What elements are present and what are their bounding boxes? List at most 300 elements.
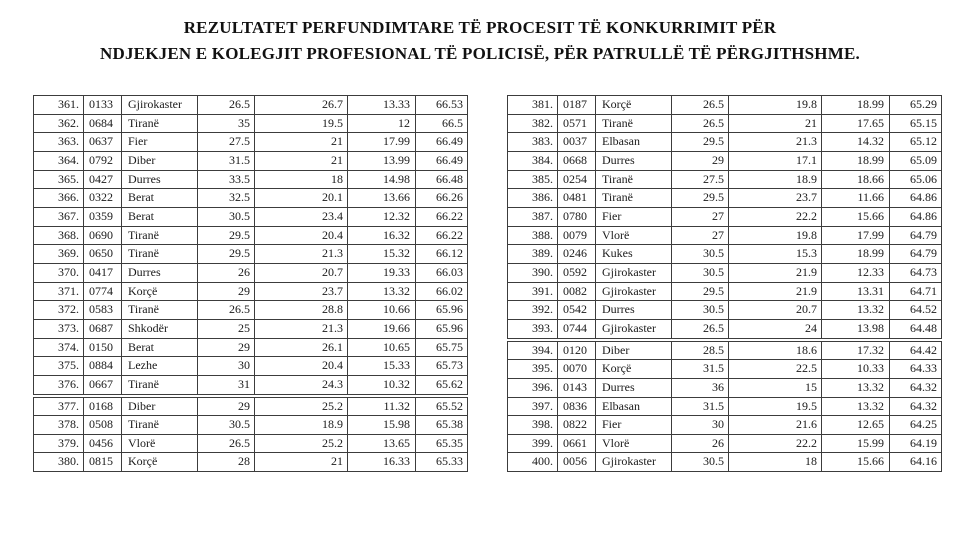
table-row xyxy=(34,375,468,394)
cell-code: 0417 xyxy=(84,263,122,282)
cell-city: Elbasan xyxy=(596,397,672,416)
cell-city: Shkodër xyxy=(122,319,198,338)
cell-score1: 29.5 xyxy=(198,245,255,264)
cell-score3: 17.99 xyxy=(348,133,416,152)
cell-total: 66.02 xyxy=(416,282,468,301)
cell-score3: 13.32 xyxy=(822,301,890,320)
cell-rank: 384. xyxy=(508,151,558,170)
cell-score3: 15.32 xyxy=(348,245,416,264)
cell-code: 0187 xyxy=(558,96,596,115)
table-row xyxy=(34,151,468,170)
cell-city: Berat xyxy=(122,189,198,208)
cell-score3: 17.65 xyxy=(822,114,890,133)
cell-score2: 21.3 xyxy=(255,245,348,264)
cell-score1: 36 xyxy=(672,378,729,397)
table-row xyxy=(508,133,942,152)
cell-rank: 363. xyxy=(34,133,84,152)
table-row xyxy=(34,453,468,472)
table-row xyxy=(508,341,942,360)
cell-total: 65.73 xyxy=(416,357,468,376)
cell-code: 0542 xyxy=(558,301,596,320)
cell-score3: 18.99 xyxy=(822,151,890,170)
cell-code: 0661 xyxy=(558,434,596,453)
cell-city: Tiranë xyxy=(596,189,672,208)
cell-code: 0427 xyxy=(84,170,122,189)
cell-score1: 30 xyxy=(198,357,255,376)
cell-rank: 365. xyxy=(34,170,84,189)
cell-code: 0815 xyxy=(84,453,122,472)
cell-city: Tiranë xyxy=(122,226,198,245)
cell-city: Durres xyxy=(122,170,198,189)
results-table-section xyxy=(33,95,468,395)
cell-score2: 17.1 xyxy=(729,151,822,170)
cell-rank: 388. xyxy=(508,226,558,245)
cell-city: Tiranë xyxy=(596,114,672,133)
table-row xyxy=(34,397,468,416)
cell-score1: 33.5 xyxy=(198,170,255,189)
cell-total: 64.19 xyxy=(890,434,942,453)
cell-total: 64.79 xyxy=(890,226,942,245)
table-row xyxy=(34,282,468,301)
cell-score3: 10.33 xyxy=(822,360,890,379)
cell-code: 0037 xyxy=(558,133,596,152)
cell-city: Korçë xyxy=(122,282,198,301)
cell-total: 64.33 xyxy=(890,360,942,379)
cell-score2: 20.7 xyxy=(255,263,348,282)
cell-score1: 31.5 xyxy=(672,397,729,416)
cell-score2: 19.5 xyxy=(255,114,348,133)
results-table-section xyxy=(507,95,942,339)
cell-score1: 30.5 xyxy=(672,301,729,320)
cell-score2: 21.3 xyxy=(255,319,348,338)
table-row xyxy=(508,319,942,338)
results-table-left xyxy=(33,95,467,472)
cell-city: Diber xyxy=(122,397,198,416)
cell-city: Vlorë xyxy=(596,226,672,245)
table-row xyxy=(34,338,468,357)
cell-city: Gjirokaster xyxy=(122,96,198,115)
cell-city: Korçë xyxy=(596,96,672,115)
table-row xyxy=(508,378,942,397)
cell-rank: 372. xyxy=(34,301,84,320)
cell-code: 0082 xyxy=(558,282,596,301)
cell-score2: 23.7 xyxy=(255,282,348,301)
cell-code: 0322 xyxy=(84,189,122,208)
cell-score1: 30.5 xyxy=(672,263,729,282)
cell-score2: 21.6 xyxy=(729,416,822,435)
table-row xyxy=(508,189,942,208)
cell-total: 65.33 xyxy=(416,453,468,472)
table-row xyxy=(34,114,468,133)
cell-city: Vlorë xyxy=(596,434,672,453)
cell-rank: 394. xyxy=(508,341,558,360)
cell-score1: 29 xyxy=(198,338,255,357)
table-row xyxy=(34,434,468,453)
cell-rank: 379. xyxy=(34,434,84,453)
cell-city: Lezhe xyxy=(122,357,198,376)
cell-score1: 27.5 xyxy=(672,170,729,189)
cell-score2: 24 xyxy=(729,319,822,338)
cell-total: 65.06 xyxy=(890,170,942,189)
table-row xyxy=(34,207,468,226)
cell-code: 0687 xyxy=(84,319,122,338)
cell-score3: 19.33 xyxy=(348,263,416,282)
cell-score1: 26.5 xyxy=(672,96,729,115)
cell-score1: 29 xyxy=(198,282,255,301)
cell-rank: 368. xyxy=(34,226,84,245)
cell-code: 0583 xyxy=(84,301,122,320)
cell-city: Durres xyxy=(596,378,672,397)
table-row xyxy=(34,319,468,338)
cell-score3: 19.66 xyxy=(348,319,416,338)
cell-total: 65.38 xyxy=(416,416,468,435)
cell-rank: 382. xyxy=(508,114,558,133)
cell-score2: 26.1 xyxy=(255,338,348,357)
cell-score1: 30.5 xyxy=(198,416,255,435)
cell-score3: 16.33 xyxy=(348,453,416,472)
cell-city: Kukes xyxy=(596,245,672,264)
cell-total: 65.75 xyxy=(416,338,468,357)
cell-city: Gjirokaster xyxy=(596,282,672,301)
cell-score2: 15.3 xyxy=(729,245,822,264)
cell-rank: 373. xyxy=(34,319,84,338)
results-table-right xyxy=(507,95,935,472)
cell-rank: 391. xyxy=(508,282,558,301)
cell-total: 64.16 xyxy=(890,453,942,472)
cell-code: 0150 xyxy=(84,338,122,357)
table-row xyxy=(508,301,942,320)
cell-score1: 30.5 xyxy=(672,453,729,472)
cell-score3: 15.66 xyxy=(822,453,890,472)
cell-code: 0056 xyxy=(558,453,596,472)
cell-code: 0780 xyxy=(558,207,596,226)
table-row xyxy=(508,245,942,264)
results-table-section xyxy=(507,341,942,473)
cell-code: 0774 xyxy=(84,282,122,301)
table-row xyxy=(508,207,942,226)
cell-score3: 18.99 xyxy=(822,245,890,264)
table-row xyxy=(508,360,942,379)
cell-code: 0650 xyxy=(84,245,122,264)
cell-score3: 14.32 xyxy=(822,133,890,152)
cell-rank: 364. xyxy=(34,151,84,170)
cell-rank: 386. xyxy=(508,189,558,208)
cell-rank: 377. xyxy=(34,397,84,416)
cell-score1: 26.5 xyxy=(198,96,255,115)
cell-score2: 28.8 xyxy=(255,301,348,320)
cell-score1: 26.5 xyxy=(198,434,255,453)
cell-city: Durres xyxy=(122,263,198,282)
cell-total: 64.42 xyxy=(890,341,942,360)
cell-score3: 13.99 xyxy=(348,151,416,170)
table-row xyxy=(34,189,468,208)
cell-score3: 10.32 xyxy=(348,375,416,394)
cell-city: Korçë xyxy=(122,453,198,472)
cell-total: 66.48 xyxy=(416,170,468,189)
cell-score2: 18 xyxy=(729,453,822,472)
cell-city: Tiranë xyxy=(122,245,198,264)
cell-code: 0637 xyxy=(84,133,122,152)
cell-rank: 395. xyxy=(508,360,558,379)
cell-code: 0836 xyxy=(558,397,596,416)
cell-score1: 29.5 xyxy=(672,133,729,152)
title-line-1: REZULTATET PERFUNDIMTARE TË PROCESIT TË KONKURRIMIT PËR xyxy=(183,18,777,37)
cell-score3: 17.32 xyxy=(822,341,890,360)
cell-total: 66.49 xyxy=(416,151,468,170)
cell-score3: 18.99 xyxy=(822,96,890,115)
cell-code: 0592 xyxy=(558,263,596,282)
cell-rank: 367. xyxy=(34,207,84,226)
cell-code: 0359 xyxy=(84,207,122,226)
cell-rank: 366. xyxy=(34,189,84,208)
cell-score3: 13.33 xyxy=(348,96,416,115)
cell-score2: 23.4 xyxy=(255,207,348,226)
cell-total: 65.15 xyxy=(890,114,942,133)
cell-total: 65.29 xyxy=(890,96,942,115)
cell-code: 0571 xyxy=(558,114,596,133)
cell-code: 0481 xyxy=(558,189,596,208)
cell-code: 0133 xyxy=(84,96,122,115)
cell-score1: 27 xyxy=(672,207,729,226)
cell-score3: 10.66 xyxy=(348,301,416,320)
cell-score3: 15.33 xyxy=(348,357,416,376)
table-row xyxy=(508,434,942,453)
cell-rank: 375. xyxy=(34,357,84,376)
cell-score2: 19.8 xyxy=(729,96,822,115)
cell-code: 0143 xyxy=(558,378,596,397)
cell-rank: 392. xyxy=(508,301,558,320)
cell-rank: 371. xyxy=(34,282,84,301)
cell-total: 66.26 xyxy=(416,189,468,208)
cell-total: 64.71 xyxy=(890,282,942,301)
cell-score2: 20.4 xyxy=(255,357,348,376)
cell-score2: 20.1 xyxy=(255,189,348,208)
cell-city: Fier xyxy=(596,207,672,226)
cell-score2: 18.9 xyxy=(255,416,348,435)
cell-code: 0254 xyxy=(558,170,596,189)
cell-rank: 378. xyxy=(34,416,84,435)
cell-rank: 369. xyxy=(34,245,84,264)
cell-score1: 29 xyxy=(198,397,255,416)
cell-total: 64.32 xyxy=(890,397,942,416)
cell-code: 0822 xyxy=(558,416,596,435)
cell-city: Elbasan xyxy=(596,133,672,152)
cell-score3: 12 xyxy=(348,114,416,133)
title-line-2: NDJEKJEN E KOLEGJIT PROFESIONAL TË POLICISË, PËR PATRULLË TË PËRGJITHSHME. xyxy=(100,44,860,63)
cell-code: 0690 xyxy=(84,226,122,245)
cell-score3: 13.32 xyxy=(822,378,890,397)
cell-score3: 13.32 xyxy=(822,397,890,416)
cell-rank: 399. xyxy=(508,434,558,453)
cell-city: Vlorë xyxy=(122,434,198,453)
cell-score2: 21 xyxy=(729,114,822,133)
cell-total: 64.86 xyxy=(890,189,942,208)
cell-score2: 26.7 xyxy=(255,96,348,115)
cell-city: Fier xyxy=(596,416,672,435)
cell-score3: 11.32 xyxy=(348,397,416,416)
cell-score3: 13.98 xyxy=(822,319,890,338)
cell-total: 66.03 xyxy=(416,263,468,282)
cell-score1: 25 xyxy=(198,319,255,338)
cell-rank: 380. xyxy=(34,453,84,472)
table-row xyxy=(508,453,942,472)
cell-city: Durres xyxy=(596,301,672,320)
cell-score2: 19.5 xyxy=(729,397,822,416)
cell-score2: 18.9 xyxy=(729,170,822,189)
cell-score2: 22.5 xyxy=(729,360,822,379)
cell-score3: 13.66 xyxy=(348,189,416,208)
cell-total: 66.49 xyxy=(416,133,468,152)
table-row xyxy=(34,263,468,282)
cell-score1: 30 xyxy=(672,416,729,435)
cell-score3: 14.98 xyxy=(348,170,416,189)
table-row xyxy=(508,416,942,435)
cell-total: 64.32 xyxy=(890,378,942,397)
cell-score3: 15.99 xyxy=(822,434,890,453)
cell-score3: 11.66 xyxy=(822,189,890,208)
cell-rank: 389. xyxy=(508,245,558,264)
table-row xyxy=(508,151,942,170)
cell-city: Diber xyxy=(596,341,672,360)
cell-code: 0508 xyxy=(84,416,122,435)
cell-code: 0079 xyxy=(558,226,596,245)
cell-total: 65.62 xyxy=(416,375,468,394)
cell-score3: 13.32 xyxy=(348,282,416,301)
table-row xyxy=(508,114,942,133)
cell-score2: 15 xyxy=(729,378,822,397)
cell-total: 65.35 xyxy=(416,434,468,453)
cell-score2: 20.4 xyxy=(255,226,348,245)
cell-score3: 15.98 xyxy=(348,416,416,435)
cell-rank: 370. xyxy=(34,263,84,282)
cell-score1: 26 xyxy=(672,434,729,453)
cell-score1: 29 xyxy=(672,151,729,170)
cell-score3: 15.66 xyxy=(822,207,890,226)
cell-city: Gjirokaster xyxy=(596,319,672,338)
cell-city: Tiranë xyxy=(122,375,198,394)
cell-score1: 31 xyxy=(198,375,255,394)
table-row xyxy=(34,133,468,152)
cell-total: 66.5 xyxy=(416,114,468,133)
cell-score2: 22.2 xyxy=(729,434,822,453)
cell-total: 64.79 xyxy=(890,245,942,264)
cell-rank: 387. xyxy=(508,207,558,226)
cell-score2: 21 xyxy=(255,151,348,170)
cell-score1: 28 xyxy=(198,453,255,472)
cell-score3: 12.33 xyxy=(822,263,890,282)
table-row xyxy=(508,170,942,189)
cell-score1: 26 xyxy=(198,263,255,282)
cell-score2: 22.2 xyxy=(729,207,822,226)
cell-score3: 16.32 xyxy=(348,226,416,245)
cell-score3: 12.65 xyxy=(822,416,890,435)
cell-score3: 13.65 xyxy=(348,434,416,453)
cell-total: 65.52 xyxy=(416,397,468,416)
cell-city: Tiranë xyxy=(122,114,198,133)
cell-score1: 26.5 xyxy=(198,301,255,320)
table-row xyxy=(34,245,468,264)
table-row xyxy=(34,416,468,435)
table-row xyxy=(508,282,942,301)
cell-total: 66.22 xyxy=(416,226,468,245)
table-row xyxy=(34,357,468,376)
cell-total: 65.12 xyxy=(890,133,942,152)
cell-total: 64.73 xyxy=(890,263,942,282)
cell-code: 0120 xyxy=(558,341,596,360)
table-row xyxy=(508,263,942,282)
cell-rank: 361. xyxy=(34,96,84,115)
cell-rank: 396. xyxy=(508,378,558,397)
cell-city: Gjirokaster xyxy=(596,453,672,472)
cell-score2: 21 xyxy=(255,133,348,152)
cell-score1: 31.5 xyxy=(198,151,255,170)
results-table-section xyxy=(33,397,468,473)
cell-score1: 32.5 xyxy=(198,189,255,208)
page-title xyxy=(0,15,960,67)
table-row xyxy=(508,397,942,416)
cell-score1: 29.5 xyxy=(198,226,255,245)
cell-total: 65.96 xyxy=(416,319,468,338)
cell-city: Korçë xyxy=(596,360,672,379)
cell-score2: 21.9 xyxy=(729,263,822,282)
cell-score3: 18.66 xyxy=(822,170,890,189)
cell-score2: 21 xyxy=(255,453,348,472)
cell-score3: 13.31 xyxy=(822,282,890,301)
cell-score1: 28.5 xyxy=(672,341,729,360)
cell-city: Fier xyxy=(122,133,198,152)
cell-code: 0456 xyxy=(84,434,122,453)
cell-score1: 26.5 xyxy=(672,319,729,338)
cell-score2: 21.9 xyxy=(729,282,822,301)
table-row xyxy=(34,170,468,189)
cell-score2: 25.2 xyxy=(255,434,348,453)
cell-rank: 376. xyxy=(34,375,84,394)
cell-code: 0684 xyxy=(84,114,122,133)
cell-score1: 30.5 xyxy=(198,207,255,226)
cell-score2: 18.6 xyxy=(729,341,822,360)
cell-rank: 385. xyxy=(508,170,558,189)
cell-score1: 27 xyxy=(672,226,729,245)
cell-code: 0246 xyxy=(558,245,596,264)
cell-rank: 374. xyxy=(34,338,84,357)
cell-code: 0168 xyxy=(84,397,122,416)
cell-rank: 362. xyxy=(34,114,84,133)
cell-total: 66.12 xyxy=(416,245,468,264)
cell-score2: 24.3 xyxy=(255,375,348,394)
cell-rank: 393. xyxy=(508,319,558,338)
cell-score3: 10.65 xyxy=(348,338,416,357)
cell-total: 64.25 xyxy=(890,416,942,435)
cell-score1: 31.5 xyxy=(672,360,729,379)
cell-city: Berat xyxy=(122,207,198,226)
cell-score1: 30.5 xyxy=(672,245,729,264)
cell-city: Tiranë xyxy=(596,170,672,189)
cell-city: Gjirokaster xyxy=(596,263,672,282)
cell-code: 0744 xyxy=(558,319,596,338)
cell-total: 64.48 xyxy=(890,319,942,338)
table-row xyxy=(34,96,468,115)
cell-code: 0668 xyxy=(558,151,596,170)
cell-rank: 390. xyxy=(508,263,558,282)
table-row xyxy=(508,96,942,115)
cell-city: Durres xyxy=(596,151,672,170)
cell-rank: 383. xyxy=(508,133,558,152)
cell-total: 66.22 xyxy=(416,207,468,226)
cell-total: 65.09 xyxy=(890,151,942,170)
cell-total: 64.52 xyxy=(890,301,942,320)
cell-rank: 398. xyxy=(508,416,558,435)
cell-code: 0884 xyxy=(84,357,122,376)
